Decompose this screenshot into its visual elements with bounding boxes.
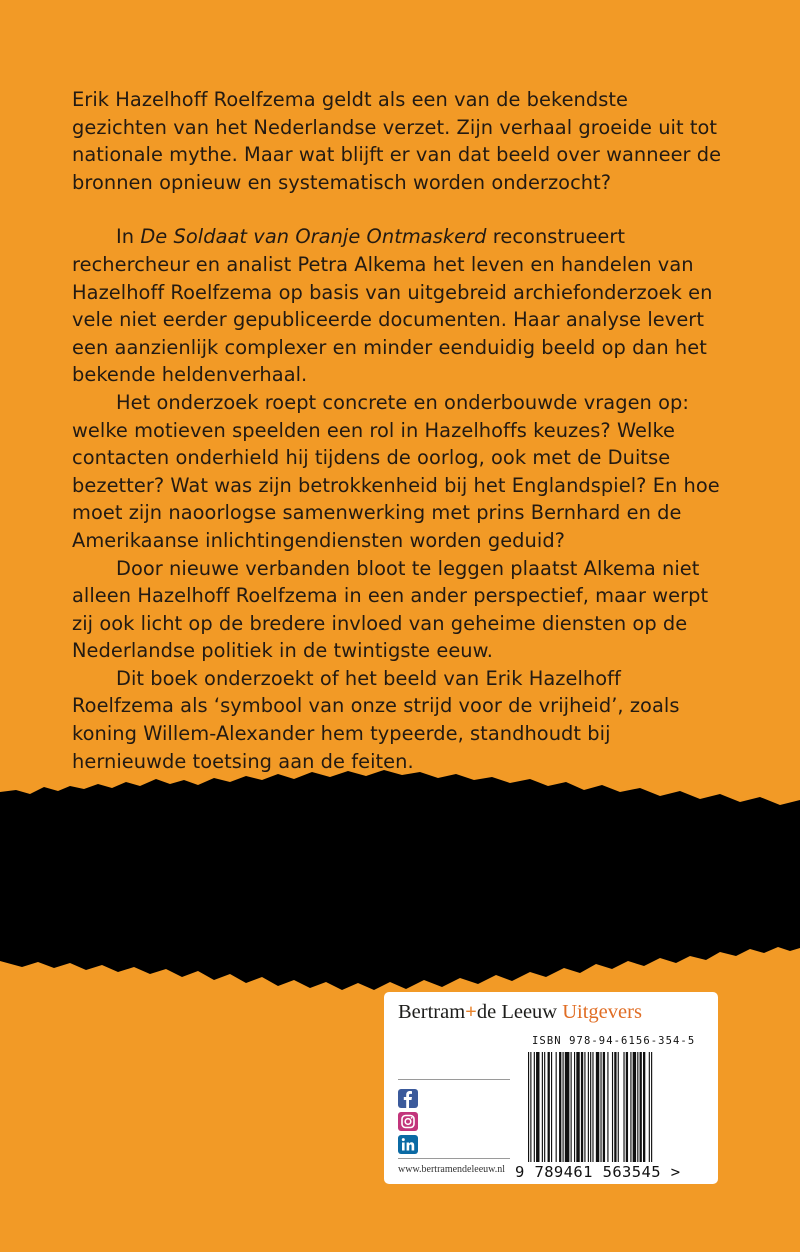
blurb-paragraph-4: Door nieuwe verbanden bloot te leggen plaatst Alkema niet alleen Hazelhoff Roelfzema in een ander perspectief, maar werpt zij ook licht op de bredere invloed van geheime diensten op de Nederlandse politiek in de twintigste eeuw.: [72, 556, 709, 663]
divider-top: [398, 1079, 510, 1080]
blurb-paragraph-2: In De Soldaat van Oranje Ontmaskerd reconstrueert rechercheur en analist Petra Alkema het leven en handelen van Hazelhoff Roelfzema op basis van uitgebreid archiefonderzoek en vele niet eerder gepubliceerde documenten. Haar analyse levert een aanzienlijk complexer en minder eenduidig beeld op dan het bekende heldenverhaal.: [72, 225, 713, 387]
torn-paper-band: [0, 770, 800, 1020]
instagram-icon[interactable]: [398, 1112, 418, 1131]
blurb-paragraph-3: Het onderzoek roept concrete en onderbouwde vragen op: welke motieven speelden een rol in Hazelhoffs keuzes? Welke contacten onderhield hij tijdens de oorlog, ook met de Duitse bezetter? Wat was zijn betrokkenheid bij het Englandspiel? En hoe moet zijn naoorlogse samenwerking met prins Bernhard en de Amerikaanse inlichtingendiensten worden geduid?: [72, 390, 720, 552]
publisher-website[interactable]: www.bertramendeleeuw.nl: [398, 1164, 505, 1175]
isbn-barcode: [526, 1052, 706, 1162]
blurb-intro: Erik Hazelhoff Roelfzema geldt als een van de bekendste gezichten van het Nederlandse verzet. Zijn verhaal groeide uit tot nationale mythe. Maar wat blijft er van dat beeld over wanneer de bronnen opnieuw en systematisch worden onderzocht?: [72, 88, 722, 194]
facebook-icon[interactable]: [398, 1089, 418, 1108]
back-cover-blurb: [72, 86, 722, 775]
book-title: De Soldaat van Oranje Ontmaskerd: [140, 225, 487, 249]
linkedin-icon[interactable]: [398, 1135, 418, 1154]
barcode-digits: 9 789461 563545 >: [515, 1163, 681, 1181]
isbn-text: ISBN 978-94-6156-354-5: [532, 1035, 696, 1047]
barcode-label: [384, 992, 718, 1184]
publisher-logo: Bertram+de Leeuw Uitgevers: [398, 1001, 642, 1023]
blurb-paragraph-5: Dit boek onderzoekt of het beeld van Erik Hazelhoff Roelfzema als ‘symbool van onze strijd voor de vrijheid’, zoals koning Willem-Alexander hem typeerde, standhoudt bij hernieuwde toetsing aan de feiten.: [72, 666, 680, 773]
divider-bottom: [398, 1158, 510, 1159]
